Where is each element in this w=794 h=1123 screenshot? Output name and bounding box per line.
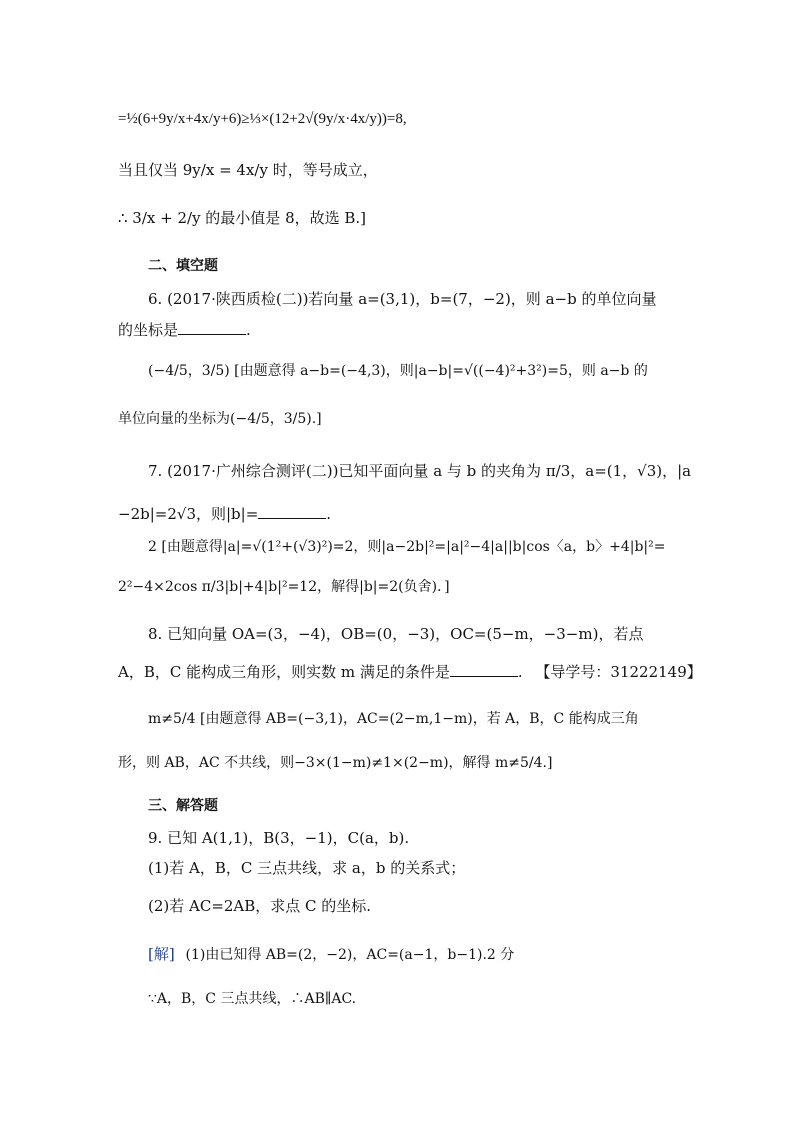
section-heading-answer-text: 三、解答题 bbox=[148, 798, 218, 814]
question-9-text-2: (1)若 A，B，C 三点共线，求 a，b 的关系式； bbox=[148, 859, 466, 877]
question-6-text-2: 的坐标是 bbox=[118, 321, 179, 339]
question-9-text-3: (2)若 AC=2AB，求点 C 的坐标. bbox=[148, 897, 372, 915]
equality-condition-text: 当且仅当 9y/x = 4x/y 时，等号成立， bbox=[118, 161, 378, 179]
question-8-solution-text-1: m≠5/4 [由题意得 AB=(−3,1)，AC=(2−m,1−m)，若 A，B，C 能构成三角 bbox=[148, 711, 639, 727]
answer-blank-7 bbox=[258, 504, 326, 519]
question-9-solution-line-2 bbox=[148, 988, 694, 1009]
question-6-line-1 bbox=[148, 289, 694, 309]
answer-blank-6 bbox=[178, 320, 246, 335]
section-heading-answer bbox=[148, 796, 694, 816]
solution-tag: [解] bbox=[148, 945, 175, 963]
question-7-solution-line-2 bbox=[118, 576, 694, 597]
question-8-line-2: A，B，C 能构成三角形，则实数 m 满足的条件是 . 【导学号：31222149】 bbox=[118, 663, 702, 681]
question-7-text-2: −2b|=2√3，则|b|= bbox=[118, 505, 259, 523]
question-7-solution-text-1: 2 [由题意得|a|=√(1²+(√3)²)=2，则|a−2b|²=|a|²−4|a||b|cos〈a，b〉+4|b|²= bbox=[148, 539, 666, 555]
question-6-line-2: 的坐标是 . bbox=[118, 321, 251, 339]
question-8-solution-line-1 bbox=[148, 708, 694, 729]
section-heading-fill-blank-text: 二、填空题 bbox=[148, 258, 218, 274]
question-9-line-2 bbox=[148, 858, 694, 878]
section-heading-fill-blank bbox=[148, 256, 694, 276]
question-9-solution-text-2: ∵A，B，C 三点共线，∴AB∥AC. bbox=[148, 991, 357, 1007]
question-9-solution-text-1: (1)由已知得 AB=(2，−2)，AC=(a−1，b−1).2 分 bbox=[185, 947, 515, 963]
minimum-value-text: ∴ 3/x + 2/y 的最小值是 8，故选 B.] bbox=[118, 209, 367, 227]
question-9-line-3 bbox=[148, 896, 694, 916]
question-8-line-1 bbox=[148, 624, 694, 644]
question-8-text-2: A，B，C 能构成三角形，则实数 m 满足的条件是 bbox=[118, 663, 450, 681]
question-6-solution-line-2 bbox=[118, 408, 694, 429]
question-6-text-1: 6. (2017·陕西质检(二))若向量 a=(3,1)，b=(7，−2)，则 a−b 的单位向量 bbox=[148, 290, 657, 308]
minimum-value-line bbox=[118, 208, 694, 228]
question-7-line-2: −2b|=2√3，则|b|= . bbox=[118, 505, 332, 523]
equation-line-1 bbox=[118, 108, 694, 129]
question-6-solution-text-2: 单位向量的坐标为(−4/5，3/5).] bbox=[118, 411, 322, 427]
answer-blank-8 bbox=[450, 662, 518, 677]
question-9-solution-line-1 bbox=[148, 944, 694, 965]
equality-condition-line bbox=[118, 160, 694, 180]
question-8-solution-line-2 bbox=[118, 752, 694, 773]
question-6-solution-line-1 bbox=[148, 360, 694, 381]
question-9-text-1: 9. 已知 A(1,1)，B(3，−1)，C(a，b). bbox=[148, 829, 410, 847]
question-8-solution-text-2: 形，则 AB，AC 不共线，则−3×(1−m)≠1×(2−m)，解得 m≠5/4.] bbox=[118, 755, 553, 771]
question-7-text-1: 7. (2017·广州综合测评(二))已知平面向量 a 与 b 的夹角为 π/3，a=(1，√3)，|a bbox=[148, 462, 692, 480]
question-6-solution-text-1: (−4/5，3/5) [由题意得 a−b=(−4,3)，则|a−b|=√((−4)²+3²)=5，则 a−b 的 bbox=[148, 363, 648, 379]
question-7-solution-line-1 bbox=[148, 536, 694, 557]
guide-number-tag: 【导学号：31222149】 bbox=[535, 663, 702, 681]
question-8-text-1: 8. 已知向量 OA=(3，−4)，OB=(0，−3)，OC=(5−m，−3−m)，若点 bbox=[148, 625, 644, 643]
equation-text-1: =½(6+9y/x+4x/y+6)≥⅓×(12+2√(9y/x·4x/y))=8, bbox=[118, 111, 407, 127]
question-7-solution-text-2: 2²−4×2cos π/3|b|+4|b|²=12，解得|b|=2(负舍)．] bbox=[118, 579, 450, 595]
question-9-line-1 bbox=[148, 828, 694, 848]
question-7-line-1 bbox=[148, 461, 694, 481]
